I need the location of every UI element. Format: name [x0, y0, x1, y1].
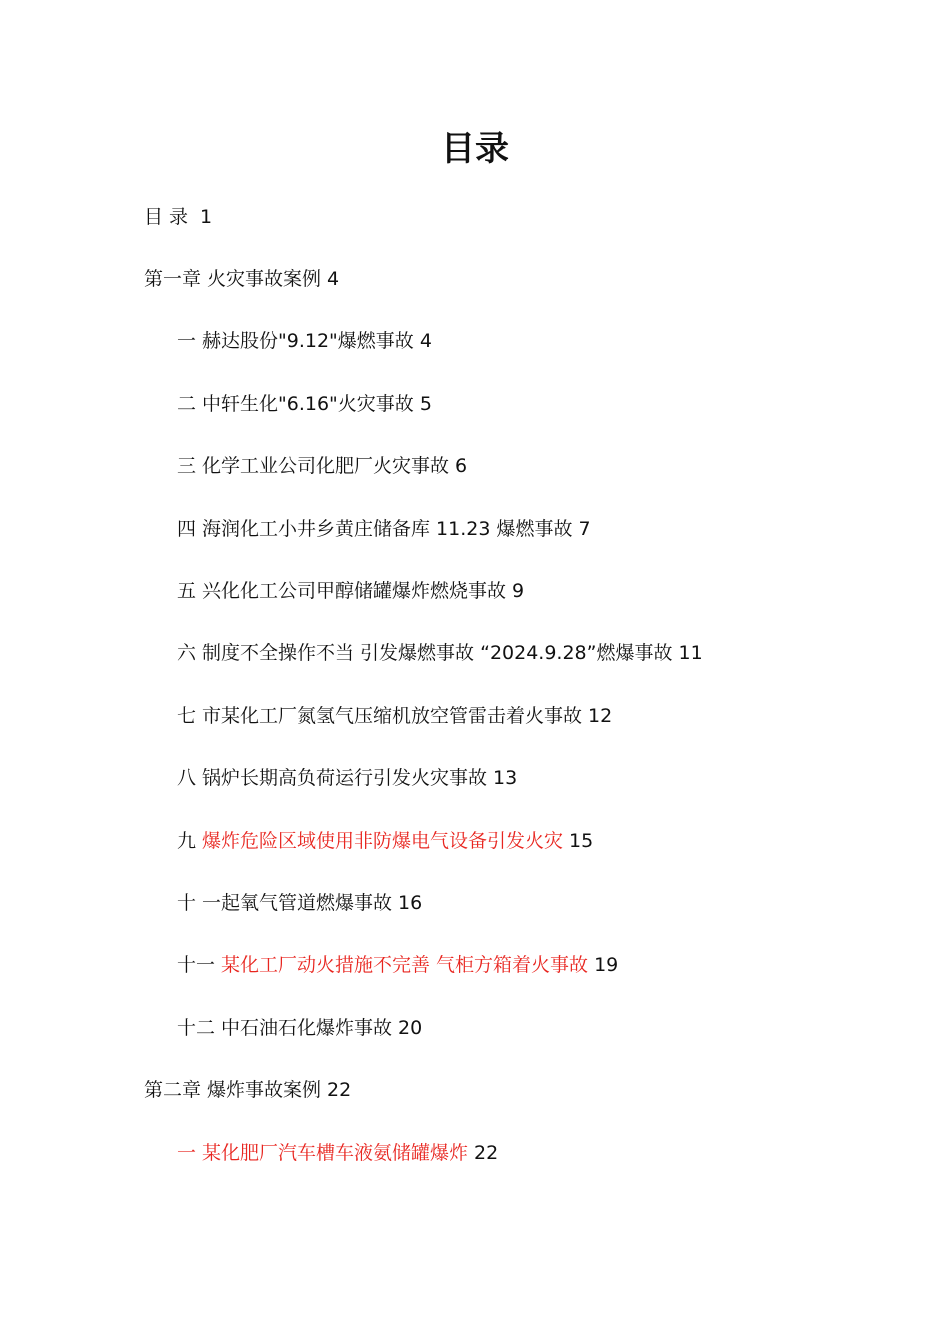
toc-entry-number: 一	[177, 1142, 197, 1164]
toc-entry-page: 4	[327, 268, 340, 290]
toc-entry-section[interactable]	[177, 574, 524, 608]
toc-entry-number: 目 录	[144, 206, 189, 228]
toc-entry-label: 某化工厂动火措施不完善 气柜方箱着火事故	[221, 954, 589, 976]
toc-entry-number: 五	[177, 580, 197, 602]
toc-entry-label: 中轩生化"6.16"火灾事故	[202, 393, 414, 415]
toc-entry-number: 第二章	[144, 1079, 202, 1101]
toc-entry-page: 4	[419, 330, 432, 352]
toc-entry-page: 19	[594, 954, 619, 976]
toc-entry-label: 赫达股份"9.12"爆燃事故	[202, 330, 414, 352]
toc-entry-label: 兴化化工公司甲醇储罐爆炸燃烧事故	[202, 580, 507, 602]
toc-entry-number: 七	[177, 705, 197, 727]
toc-entry-label: 中石油石化爆炸事故	[221, 1017, 393, 1039]
toc-entry-section-highlighted[interactable]	[177, 948, 618, 982]
toc-entry-label: 火灾事故案例	[207, 268, 322, 290]
toc-entry-page: 6	[455, 455, 468, 477]
toc-entry-section[interactable]	[177, 636, 703, 670]
toc-entry-number: 八	[177, 767, 197, 789]
toc-entry-number: 三	[177, 455, 197, 477]
toc-entry-section-highlighted[interactable]	[177, 824, 593, 858]
toc-entry-section[interactable]	[177, 1011, 422, 1045]
toc-entry-section[interactable]	[177, 387, 432, 421]
toc-entry-page: 22	[474, 1142, 499, 1164]
toc-entry-page: 1	[200, 206, 213, 228]
toc-entry-label: 爆炸危险区域使用非防爆电气设备引发火灾	[202, 830, 564, 852]
toc-entry-label: 市某化工厂氮氢气压缩机放空管雷击着火事故	[202, 705, 583, 727]
toc-entry-section[interactable]	[177, 886, 422, 920]
toc-entry-contents[interactable]	[144, 200, 212, 234]
toc-entry-number: 四	[177, 518, 197, 540]
toc-entry-page: 7	[578, 518, 591, 540]
toc-entry-label: 某化肥厂汽车槽车液氨储罐爆炸	[202, 1142, 469, 1164]
toc-entry-page: 9	[512, 580, 525, 602]
toc-entry-section[interactable]	[177, 699, 612, 733]
toc-entry-page: 16	[398, 892, 423, 914]
toc-entry-page: 11	[678, 642, 703, 664]
toc-entry-page: 15	[569, 830, 594, 852]
toc-entry-section[interactable]	[177, 761, 517, 795]
toc-entry-label: 化学工业公司化肥厂火灾事故	[202, 455, 450, 477]
toc-entry-section[interactable]	[177, 324, 432, 358]
toc-entry-section-highlighted[interactable]	[177, 1136, 498, 1170]
toc-entry-page: 5	[419, 393, 432, 415]
page-title: 目录	[441, 129, 509, 169]
toc-entry-number: 二	[177, 393, 197, 415]
toc-entry-number: 六	[177, 642, 197, 664]
toc-entry-label: 爆炸事故案例	[207, 1079, 322, 1101]
toc-entry-number: 十一	[177, 954, 216, 976]
toc-entry-page: 12	[588, 705, 613, 727]
toc-entry-label: 一起氧气管道燃爆事故	[202, 892, 393, 914]
toc-entry-label: 制度不全操作不当 引发爆燃事故 “2024.9.28”燃爆事故	[202, 642, 673, 664]
toc-entry-page: 22	[327, 1079, 352, 1101]
toc-entry-page: 13	[493, 767, 518, 789]
toc-entry-number: 十二	[177, 1017, 216, 1039]
toc-entry-chapter-2[interactable]	[144, 1073, 351, 1107]
toc-entry-section[interactable]	[177, 449, 467, 483]
toc-entry-number: 十	[177, 892, 197, 914]
toc-entry-chapter-1[interactable]	[144, 262, 339, 296]
toc-entry-number: 一	[177, 330, 197, 352]
toc-entry-number: 第一章	[144, 268, 202, 290]
toc-entry-section[interactable]	[177, 512, 591, 546]
toc-entry-number: 九	[177, 830, 197, 852]
toc-entry-label: 海润化工小井乡黄庄储备库 11.23 爆燃事故	[202, 518, 573, 540]
toc-entry-label: 锅炉长期高负荷运行引发火灾事故	[202, 767, 488, 789]
toc-entry-page: 20	[398, 1017, 423, 1039]
